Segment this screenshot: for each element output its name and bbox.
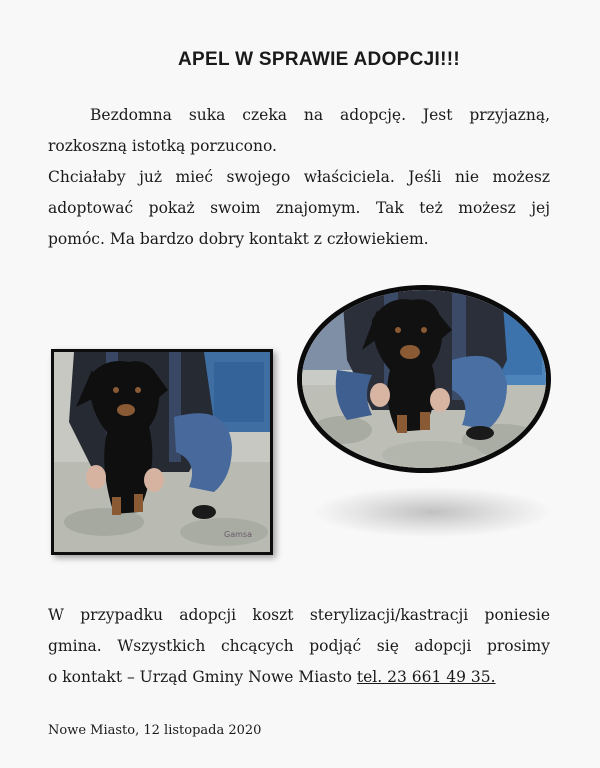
- intro-line-3: Chciałaby już mieć swojego właściciela. Jeśli nie możesz: [48, 168, 550, 186]
- contact-line-1: W przypadku adopcji koszt sterylizacji/kastracji poniesie: [48, 606, 550, 624]
- circle-photo-shadow: [315, 487, 550, 537]
- intro-paragraph: [48, 100, 550, 255]
- contact-line-3: [48, 662, 550, 693]
- phone-link[interactable]: tel. 23 661 49 35.: [356, 668, 496, 686]
- dog-photo-square: [51, 349, 273, 555]
- contact-line-2: gmina. Wszystkich chcących podjąć się adopcji prosimy: [48, 637, 550, 655]
- contact-line-3-text: o kontakt – Urząd Gminy Nowe Miasto: [48, 668, 357, 686]
- dog-photo-circle-image: [302, 290, 546, 468]
- intro-line-1: Bezdomna suka czeka na adopcję. Jest przyjazną,: [90, 106, 550, 124]
- intro-line-4: adoptować pokaż swoim znajomym. Tak też możesz jej: [48, 199, 550, 217]
- intro-line-5: pomóc. Ma bardzo dobry kontakt z człowiekiem.: [48, 230, 429, 248]
- intro-line-2: rozkoszną istotką porzucono.: [48, 137, 277, 155]
- contact-paragraph: [48, 600, 550, 693]
- page-title: APEL W SPRAWIE ADOPCJI!!!: [178, 49, 460, 70]
- footer-date: Nowe Miasto, 12 listopada 2020: [48, 723, 262, 738]
- dog-photo-square-image: [54, 352, 270, 552]
- dog-photo-circle: [297, 285, 551, 473]
- photo-watermark: Gamsa: [224, 530, 252, 539]
